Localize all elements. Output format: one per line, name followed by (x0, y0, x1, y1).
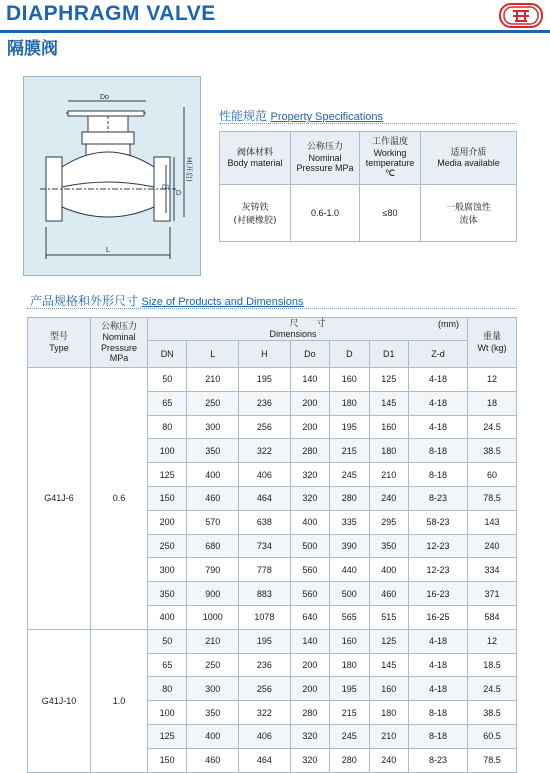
table-cell: 570 (187, 510, 239, 534)
table-cell: 195 (330, 677, 369, 701)
table-cell: 883 (239, 582, 291, 606)
table-cell: 900 (187, 582, 239, 606)
table-cell: 195 (239, 368, 291, 392)
dimension-title-en: Size of Products and Dimensions (141, 296, 304, 308)
table-cell: 4-18 (408, 629, 467, 653)
table-cell: 12 (468, 368, 517, 392)
table-cell: 65 (148, 653, 187, 677)
table-cell: 125 (148, 463, 187, 487)
column-header-d: D (330, 341, 369, 368)
dimension-table (27, 317, 517, 773)
page-title: DIAPHRAGM VALVE (6, 2, 216, 25)
header-rule (0, 30, 550, 33)
table-cell: 440 (330, 558, 369, 582)
table-cell: 4-18 (408, 653, 467, 677)
header-dimensions: 尺 寸 Dimensions (mm) (148, 318, 468, 341)
table-cell: 4-18 (408, 368, 467, 392)
table-cell: 280 (330, 486, 369, 510)
table-cell: 210 (369, 463, 408, 487)
header-pressure: 公称压力 Nominal Pressure MPa (91, 318, 148, 368)
table-cell: 8-18 (408, 439, 467, 463)
table-cell: 322 (239, 701, 291, 725)
table-cell: 320 (290, 724, 329, 748)
property-section-title (219, 107, 383, 124)
table-cell: 406 (239, 463, 291, 487)
table-cell: 320 (290, 748, 329, 772)
table-cell: 240 (369, 486, 408, 510)
table-cell: 160 (330, 629, 369, 653)
table-cell: 500 (290, 534, 329, 558)
table-cell: 195 (239, 629, 291, 653)
table-cell: 78.5 (468, 748, 517, 772)
table-cell: 145 (369, 391, 408, 415)
table-cell: 250 (148, 534, 187, 558)
table-cell: 236 (239, 391, 291, 415)
table-cell: 280 (290, 439, 329, 463)
table-cell: 500 (330, 582, 369, 606)
table-cell: 200 (290, 415, 329, 439)
table-cell: 60.5 (468, 724, 517, 748)
table-cell: 12-23 (408, 558, 467, 582)
table-row (28, 629, 517, 653)
table-cell: 515 (369, 605, 408, 629)
table-cell: 160 (369, 415, 408, 439)
table-cell: 320 (290, 463, 329, 487)
table-cell: 195 (330, 415, 369, 439)
table-cell: 50 (148, 629, 187, 653)
pressure-cell: 0.6 (91, 368, 148, 630)
table-cell: 18.5 (468, 653, 517, 677)
table-cell: 460 (187, 486, 239, 510)
table-cell: 140 (290, 368, 329, 392)
table-cell: 236 (239, 653, 291, 677)
table-cell: 58-23 (408, 510, 467, 534)
height-label: H(开启) (185, 157, 193, 182)
table-cell: 334 (468, 558, 517, 582)
property-table (219, 131, 517, 242)
table-cell: 12 (468, 629, 517, 653)
table-cell: 464 (239, 486, 291, 510)
table-cell: 210 (369, 724, 408, 748)
pressure-value: 0.6-1.0 (291, 185, 360, 242)
table-cell: 180 (330, 391, 369, 415)
header-type: 型号 Type (28, 318, 91, 368)
table-cell: 400 (369, 558, 408, 582)
d1-label: D1 (162, 185, 170, 191)
company-logo-icon (499, 3, 543, 28)
table-cell: 8-18 (408, 701, 467, 725)
table-cell: 180 (369, 701, 408, 725)
table-cell: 80 (148, 677, 187, 701)
table-row (28, 368, 517, 392)
table-cell: 8-18 (408, 724, 467, 748)
table-cell: 38.5 (468, 701, 517, 725)
valve-drawing (23, 76, 201, 276)
table-cell: 460 (187, 748, 239, 772)
table-cell: 8-23 (408, 486, 467, 510)
table-cell: 295 (369, 510, 408, 534)
table-cell: 560 (290, 558, 329, 582)
table-cell: 210 (187, 368, 239, 392)
table-cell: 100 (148, 701, 187, 725)
table-cell: 400 (290, 510, 329, 534)
body-material-value: 灰铸铁 (衬硬橡胶) (220, 185, 291, 242)
header-unit: (mm) (438, 319, 459, 329)
table-cell: 16-23 (408, 582, 467, 606)
table-cell: 460 (369, 582, 408, 606)
table-cell: 790 (187, 558, 239, 582)
column-header-zd: Z-d (408, 341, 467, 368)
table-cell: 400 (148, 605, 187, 629)
header-weight: 重量 Wt (kg) (468, 318, 517, 368)
table-cell: 322 (239, 439, 291, 463)
table-cell: 140 (290, 629, 329, 653)
table-cell: 24.5 (468, 415, 517, 439)
length-label: L (106, 247, 110, 254)
table-cell: 100 (148, 439, 187, 463)
column-header-h: H (239, 341, 291, 368)
table-cell: 210 (187, 629, 239, 653)
table-cell: 778 (239, 558, 291, 582)
table-cell: 200 (148, 510, 187, 534)
table-cell: 1000 (187, 605, 239, 629)
property-row (220, 185, 517, 242)
table-cell: 4-18 (408, 391, 467, 415)
table-cell: 680 (187, 534, 239, 558)
table-cell: 78.5 (468, 486, 517, 510)
column-header-d1: D1 (369, 341, 408, 368)
header-body-material: 阀体材料 Body material (220, 132, 291, 185)
table-cell: 160 (330, 368, 369, 392)
dimension-title-cn: 产品规格和外形尺寸 (30, 294, 139, 308)
table-cell: 350 (187, 701, 239, 725)
table-cell: 638 (239, 510, 291, 534)
table-cell: 400 (187, 463, 239, 487)
table-cell: 250 (187, 391, 239, 415)
table-cell: 300 (148, 558, 187, 582)
page-title-cn: 隔膜阀 (7, 39, 58, 59)
table-cell: 245 (330, 463, 369, 487)
table-cell: 143 (468, 510, 517, 534)
dimension-divider (27, 308, 517, 309)
table-cell: 4-18 (408, 415, 467, 439)
table-cell: 280 (330, 748, 369, 772)
table-cell: 145 (369, 653, 408, 677)
table-cell: 180 (369, 439, 408, 463)
table-cell: 215 (330, 439, 369, 463)
d-label: D (176, 190, 182, 197)
pressure-cell: 1.0 (91, 629, 148, 772)
table-cell: 300 (187, 677, 239, 701)
temperature-value: ≤80 (360, 185, 421, 242)
table-cell: 80 (148, 415, 187, 439)
table-cell: 400 (187, 724, 239, 748)
table-cell: 160 (369, 677, 408, 701)
table-cell: 406 (239, 724, 291, 748)
table-cell: 1078 (239, 605, 291, 629)
table-cell: 16-25 (408, 605, 467, 629)
table-cell: 256 (239, 677, 291, 701)
table-cell: 256 (239, 415, 291, 439)
dimension-section-title (30, 292, 304, 309)
table-cell: 150 (148, 486, 187, 510)
table-cell: 18 (468, 391, 517, 415)
table-cell: 560 (290, 582, 329, 606)
valve-diagram (24, 77, 200, 275)
header-nominal-pressure: 公称压力 Nominal Pressure MPa (291, 132, 360, 185)
table-cell: 300 (187, 415, 239, 439)
type-cell: G41J-6 (28, 368, 91, 630)
table-cell: 390 (330, 534, 369, 558)
table-cell: 350 (369, 534, 408, 558)
table-cell: 245 (330, 724, 369, 748)
table-cell: 565 (330, 605, 369, 629)
column-header-do: Do (290, 341, 329, 368)
table-cell: 60 (468, 463, 517, 487)
property-title-en: Property Specifications (270, 111, 384, 123)
table-cell: 125 (369, 629, 408, 653)
table-cell: 125 (369, 368, 408, 392)
header-working-temperature: 工作温度 Working temperature ℃ (360, 132, 421, 185)
table-cell: 125 (148, 724, 187, 748)
table-cell: 350 (187, 439, 239, 463)
table-cell: 8-23 (408, 748, 467, 772)
table-cell: 65 (148, 391, 187, 415)
table-cell: 240 (369, 748, 408, 772)
property-divider (219, 123, 517, 124)
table-cell: 584 (468, 605, 517, 629)
table-cell: 371 (468, 582, 517, 606)
property-title-cn: 性能规范 (219, 109, 268, 123)
table-cell: 200 (290, 391, 329, 415)
table-cell: 335 (330, 510, 369, 534)
do-label: Do (100, 94, 109, 101)
table-cell: 200 (290, 653, 329, 677)
table-cell: 320 (290, 486, 329, 510)
table-cell: 180 (330, 653, 369, 677)
table-cell: 215 (330, 701, 369, 725)
header-media: 适用介质 Media available (421, 132, 517, 185)
table-cell: 38.5 (468, 439, 517, 463)
table-cell: 734 (239, 534, 291, 558)
table-cell: 12-23 (408, 534, 467, 558)
media-value: 一般腐蚀性 流体 (421, 185, 517, 242)
column-header-dn: DN (148, 341, 187, 368)
type-cell: G41J-10 (28, 629, 91, 772)
table-cell: 8-18 (408, 463, 467, 487)
table-cell: 50 (148, 368, 187, 392)
table-cell: 280 (290, 701, 329, 725)
table-cell: 24.5 (468, 677, 517, 701)
table-cell: 4-18 (408, 677, 467, 701)
table-cell: 150 (148, 748, 187, 772)
table-cell: 350 (148, 582, 187, 606)
table-cell: 464 (239, 748, 291, 772)
table-cell: 200 (290, 677, 329, 701)
table-cell: 640 (290, 605, 329, 629)
column-header-l: L (187, 341, 239, 368)
table-cell: 250 (187, 653, 239, 677)
table-cell: 240 (468, 534, 517, 558)
